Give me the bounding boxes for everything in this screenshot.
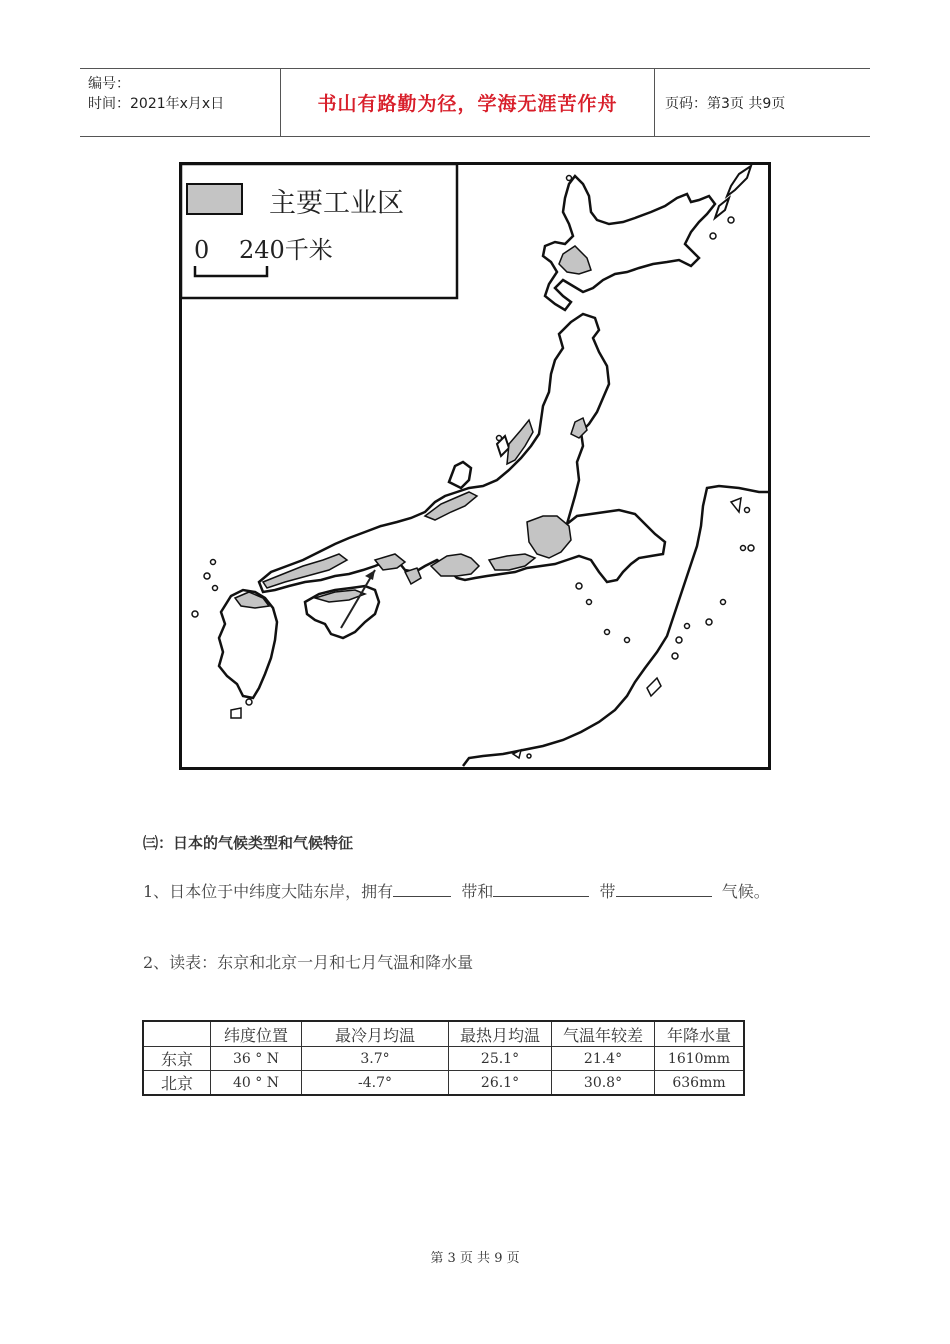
header-divider [654, 69, 655, 136]
scale-zero: 0 [194, 236, 210, 264]
document-number-label: 编号： [88, 76, 130, 92]
page-footer: 第 3 页 共 9 页 [430, 1251, 520, 1266]
question-1-text: 气候。 [721, 882, 770, 901]
header-meta [80, 69, 280, 136]
table-header-cell: 最冷月均温 [302, 1021, 449, 1047]
climate-table [142, 1020, 745, 1096]
table-header-cell [143, 1021, 211, 1047]
map-legend [181, 164, 457, 298]
table-cell: 26.1° [449, 1071, 552, 1096]
question-2: 2、读表：东京和北京一月和七月气温和降水量 [143, 953, 474, 972]
table-cell: 25.1° [449, 1047, 552, 1071]
table-header-cell: 纬度位置 [211, 1021, 302, 1047]
table-cell: 21.4° [552, 1047, 655, 1071]
table-cell: 北京 [143, 1071, 211, 1096]
table-header-row [143, 1021, 744, 1047]
question-1-text: 带和 [461, 882, 494, 901]
table-cell: 3.7° [302, 1047, 449, 1071]
answer-blank[interactable] [393, 878, 451, 897]
legend-label: 主要工业区 [269, 188, 404, 219]
question-1-text: 1、日本位于中纬度大陆东岸，拥有 [143, 882, 394, 901]
page-header [80, 68, 870, 137]
legend-swatch [187, 184, 242, 214]
table-cell: 1610mm [655, 1047, 745, 1071]
table-cell: 36 ° N [211, 1047, 302, 1071]
table-header-cell: 年降水量 [655, 1021, 745, 1047]
header-motto: 书山有路勤为径，学海无涯苦作舟 [317, 93, 618, 115]
table-row [143, 1047, 744, 1071]
question-1 [143, 878, 803, 905]
table-cell: 30.8° [552, 1071, 655, 1096]
answer-blank[interactable] [616, 878, 712, 897]
table-cell: 东京 [143, 1047, 211, 1071]
table-cell: 636mm [655, 1071, 745, 1096]
scale-value: 240千米 [239, 236, 333, 264]
section-title: ㈢：日本的气候类型和气候特征 [143, 834, 354, 852]
answer-blank[interactable] [493, 878, 589, 897]
document-time-label: 时间：2021年x月x日 [88, 96, 225, 112]
header-page-info: 页码：第3页 共9页 [665, 95, 786, 112]
japan-industrial-map [179, 162, 771, 770]
table-cell: -4.7° [302, 1071, 449, 1096]
table-header-cell: 气温年较差 [552, 1021, 655, 1047]
table-header-cell: 最热月均温 [449, 1021, 552, 1047]
question-1-text: 带 [599, 882, 616, 901]
table-row [143, 1071, 744, 1096]
table-cell: 40 ° N [211, 1071, 302, 1096]
